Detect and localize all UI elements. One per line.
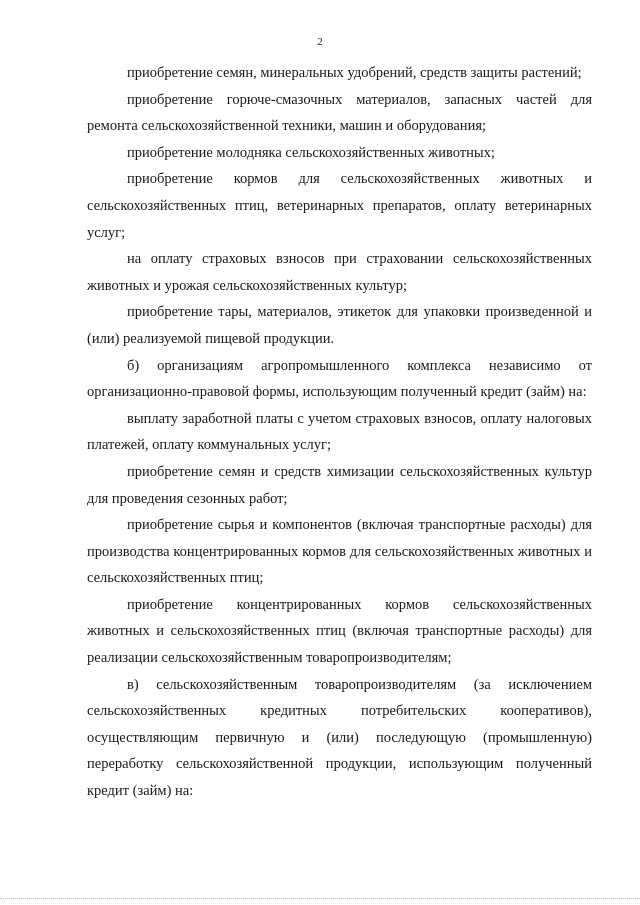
paragraph: приобретение сырья и компонентов (включая транспортные расходы) для производства концентрированных кормов для сельскохозяйственных животных и сельскохозяйственных птиц; [87,517,592,587]
paragraph: приобретение молодняка сельскохозяйственных животных; [127,144,495,161]
paragraph: на оплату страховых взносов при страховании сельскохозяйственных животных и урожая сельскохозяйственных культур; [87,251,592,294]
paragraph: приобретение семян, минеральных удобрений, средств защиты растений; [127,65,582,81]
paragraph: приобретение концентрированных кормов сельскохозяйственных животных и сельскохозяйственных птиц (включая транспортные расходы) для реализации сельскохозяйственным товаропроизводителям; [87,596,592,667]
paragraph: приобретение кормов для сельскохозяйственных животных и сельскохозяйственных птиц, ветеринарных препаратов, оплату ветеринарных услуг; [87,171,592,241]
paragraph: приобретение тары, материалов, этикеток для упаковки произведенной и (или) реализуемой пищевой продукции. [87,304,592,347]
paragraph: выплату заработной платы с учетом страховых взносов, оплату налоговых платежей, оплату коммунальных услуг; [87,410,592,454]
paragraph: в) сельскохозяйственным товаропроизводителям (за исключением сельскохозяйственных кредитных потребительских кооперативов), осуществляющим первичную и (или) последующую (промышленную) переработку сельскохозяйственной продукции, использующим полученный кредит (займ) на: [87,676,592,800]
paragraph: приобретение горюче-смазочных материалов, запасных частей для ремонта сельскохозяйственной техники, машин и оборудования; [87,91,592,135]
page-number: 2 [317,36,323,48]
paragraph: б) организациям агропромышленного комплекса независимо от организационно-правовой формы, использующим полученный кредит (займ) на: [87,357,592,401]
document-body [87,60,592,805]
scan-edge-rule [0,898,640,899]
paragraph: приобретение семян и средств химизации сельскохозяйственных культур для проведения сезонных работ; [87,463,592,507]
